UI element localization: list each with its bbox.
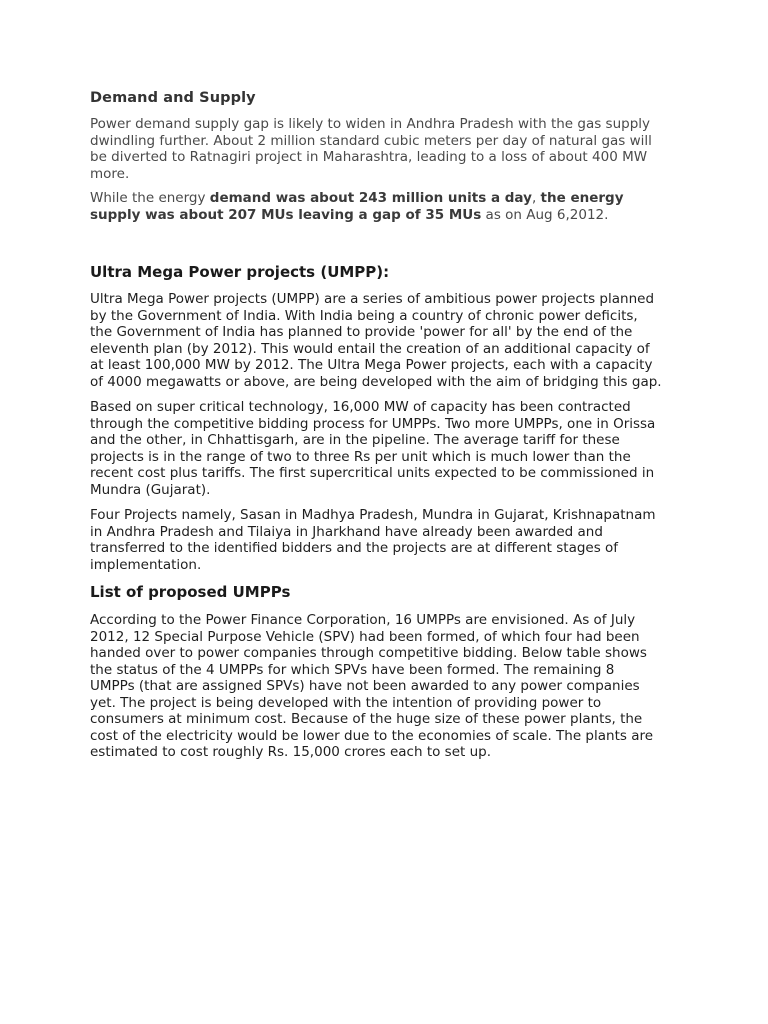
paragraph-supercritical: Based on super critical technology, 16,000 MW of capacity has been contracted through the competitive bidding process for UMPPs. Two more UMPPs, one in Orissa and the other, in Chhattisgarh, are in the pipeline. The average tariff for these projects is in the range of two to three Rs per unit which is much lower than the recent cost plus tariffs. The first supercritical units expected to be commissioned in Mundra (Gujarat). (90, 399, 656, 498)
heading-demand-and-supply: Demand and Supply (90, 90, 256, 106)
energy-supply-bold: the energy supply was about 207 MUs leaving a gap of 35 MUs (90, 190, 624, 223)
paragraph-gap-widening: Power demand supply gap is likely to widen in Andhra Pradesh with the gas supply dwindling further. About 2 million standard cubic meters per day of natural gas will be diverted to Ratnagiri project in Maharashtra, leading to a loss of about 400 MW more. (90, 116, 652, 182)
energy-text-mid: , (531, 190, 541, 206)
paragraph-umpp-intro: Ultra Mega Power projects (UMPP) are a series of ambitious power projects planned by the Government of India. With India being a country of chronic power deficits, the Government of India has planned to provide 'power for all' by the end of the eleventh plan (by 2012). This would entail the creation of an additional capacity of at least 100,000 MW by 2012. The Ultra Mega Power projects, each with a capacity of 4000 megawatts or above, are being developed with the aim of bridging this gap. (90, 291, 662, 390)
paragraph-pfc: According to the Power Finance Corporation, 16 UMPPs are envisioned. As of July 2012, 12 Special Purpose Vehicle (SPV) had been formed, of which four had been handed over to power companies through competitive bidding. Below table shows the status of the 4 UMPPs for which SPVs have been formed. The remaining 8 UMPPs (that are assigned SPVs) have not been awarded to any power companies yet. The project is being developed with the intention of providing power to consumers at minimum cost. Because of the huge size of these power plants, the cost of the electricity would be lower due to the economies of scale. The plants are estimated to cost roughly Rs. 15,000 crores each to set up. (90, 612, 654, 760)
energy-demand-bold: demand was about 243 million units a day (209, 190, 532, 206)
paragraph-energy-demand (90, 190, 680, 223)
paragraph-four-projects: Four Projects namely, Sasan in Madhya Pradesh, Mundra in Gujarat, Krishnapatnam in Andhra Pradesh and Tilaiya in Jharkhand have already been awarded and transferred to the identified bidders and the projects are at different stages of implementation. (90, 507, 656, 573)
energy-text-pre: While the energy (90, 190, 210, 206)
heading-proposed-umpps: List of proposed UMPPs (90, 583, 291, 601)
energy-text-post: as on Aug 6,2012. (481, 206, 609, 223)
document-page (90, 90, 680, 770)
heading-umpp: Ultra Mega Power projects (UMPP): (90, 263, 390, 281)
